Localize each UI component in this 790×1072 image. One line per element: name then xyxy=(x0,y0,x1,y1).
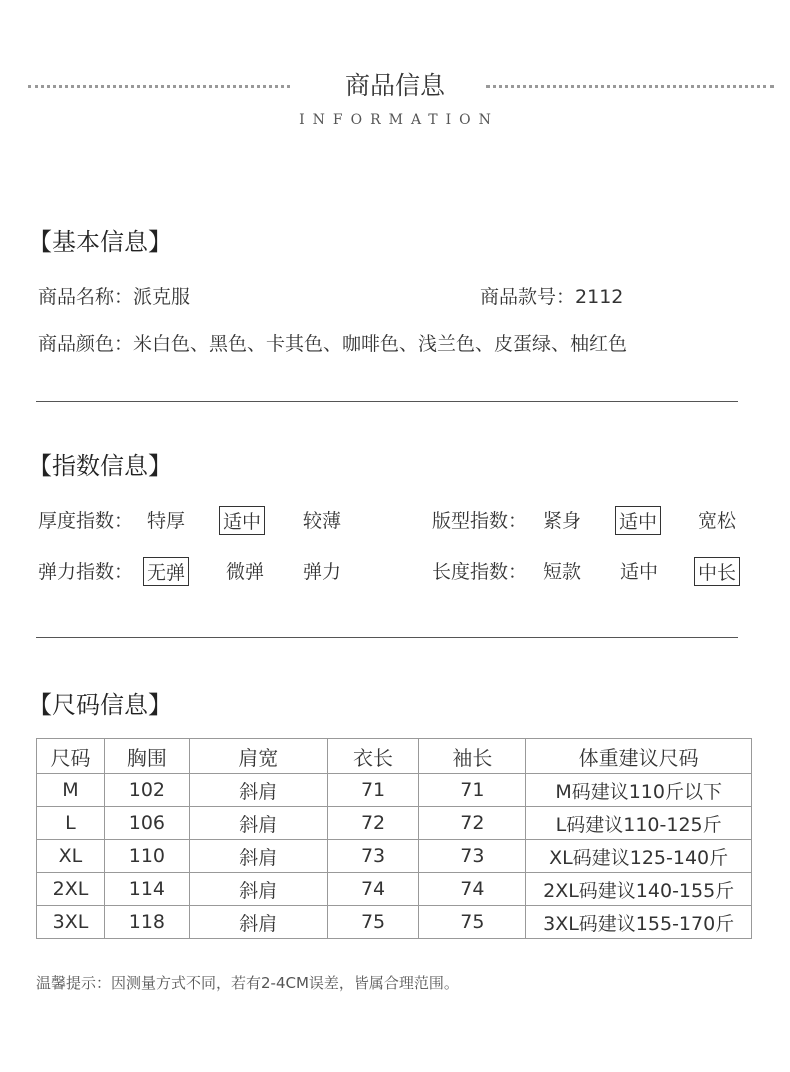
table-cell: 73 xyxy=(327,840,419,873)
table-cell: XL xyxy=(37,840,105,873)
table-cell: 3XL xyxy=(37,906,105,939)
table-row xyxy=(37,840,752,873)
elastic-index-label: 弹力指数： xyxy=(38,561,134,583)
section-divider xyxy=(36,637,738,638)
table-cell: 74 xyxy=(327,873,419,906)
table-cell: 斜肩 xyxy=(189,807,327,840)
length-option-selected: 中长 xyxy=(694,557,740,586)
length-option: 短款 xyxy=(543,561,582,583)
product-code-label: 商品款号： xyxy=(480,286,576,308)
basic-info-heading: 【基本信息】 xyxy=(28,228,172,256)
table-cell: 74 xyxy=(419,873,526,906)
thickness-option: 较薄 xyxy=(303,510,342,532)
product-color-value: 米白色、黑色、卡其色、咖啡色、浅兰色、皮蛋绿、柚红色 xyxy=(133,333,628,355)
product-color-row xyxy=(38,329,627,356)
size-table xyxy=(36,738,752,939)
table-cell: 106 xyxy=(104,807,189,840)
table-cell: M xyxy=(37,774,105,807)
product-name-row xyxy=(38,282,190,309)
product-code-value: 2112 xyxy=(575,286,624,308)
fit-option-selected: 适中 xyxy=(615,506,661,535)
column-header: 衣长 xyxy=(327,739,419,774)
table-cell: 3XL码建议155-170斤 xyxy=(526,906,752,939)
table-row xyxy=(37,873,752,906)
column-header: 尺码 xyxy=(37,739,105,774)
size-info-heading: 【尺码信息】 xyxy=(28,691,172,719)
product-color-label: 商品颜色： xyxy=(38,333,134,355)
table-cell: 斜肩 xyxy=(189,840,327,873)
table-cell: 2XL码建议140-155斤 xyxy=(526,873,752,906)
table-cell: 114 xyxy=(104,873,189,906)
table-cell: L xyxy=(37,807,105,840)
table-cell: 118 xyxy=(104,906,189,939)
fit-option: 紧身 xyxy=(543,510,582,532)
table-row xyxy=(37,774,752,807)
section-divider xyxy=(36,401,738,402)
page-subtitle: INFORMATION xyxy=(299,112,499,128)
table-cell: 72 xyxy=(327,807,419,840)
table-row xyxy=(37,807,752,840)
table-cell: 75 xyxy=(327,906,419,939)
table-cell: 斜肩 xyxy=(189,873,327,906)
table-cell: 73 xyxy=(419,840,526,873)
table-header-row xyxy=(37,739,752,774)
length-option: 适中 xyxy=(620,561,659,583)
thickness-option: 特厚 xyxy=(147,510,186,532)
fit-index-label: 版型指数： xyxy=(432,510,528,532)
thickness-option-selected: 适中 xyxy=(219,506,265,535)
table-cell: 72 xyxy=(419,807,526,840)
index-info-heading: 【指数信息】 xyxy=(28,452,172,480)
column-header: 袖长 xyxy=(419,739,526,774)
fit-option: 宽松 xyxy=(698,510,737,532)
table-cell: 71 xyxy=(419,774,526,807)
table-cell: L码建议110-125斤 xyxy=(526,807,752,840)
table-cell: 102 xyxy=(104,774,189,807)
elastic-option: 微弹 xyxy=(226,561,265,583)
table-row xyxy=(37,906,752,939)
table-cell: M码建议110斤以下 xyxy=(526,774,752,807)
elastic-option: 弹力 xyxy=(303,561,342,583)
table-cell: 2XL xyxy=(37,873,105,906)
table-cell: 75 xyxy=(419,906,526,939)
table-cell: 71 xyxy=(327,774,419,807)
measurement-tip: 温馨提示：因测量方式不同，若有2-4CM误差，皆属合理范围。 xyxy=(36,974,459,992)
column-header: 体重建议尺码 xyxy=(526,739,752,774)
length-index-label: 长度指数： xyxy=(432,561,528,583)
page-title: 商品信息 xyxy=(344,71,445,100)
table-cell: XL码建议125-140斤 xyxy=(526,840,752,873)
thickness-index-label: 厚度指数： xyxy=(38,510,134,532)
product-code-row xyxy=(480,282,623,309)
elastic-option-selected: 无弹 xyxy=(143,557,189,586)
table-cell: 斜肩 xyxy=(189,906,327,939)
table-cell: 斜肩 xyxy=(189,774,327,807)
product-name-label: 商品名称： xyxy=(38,286,134,308)
table-cell: 110 xyxy=(104,840,189,873)
column-header: 肩宽 xyxy=(189,739,327,774)
column-header: 胸围 xyxy=(104,739,189,774)
product-name-value: 派克服 xyxy=(133,286,191,308)
